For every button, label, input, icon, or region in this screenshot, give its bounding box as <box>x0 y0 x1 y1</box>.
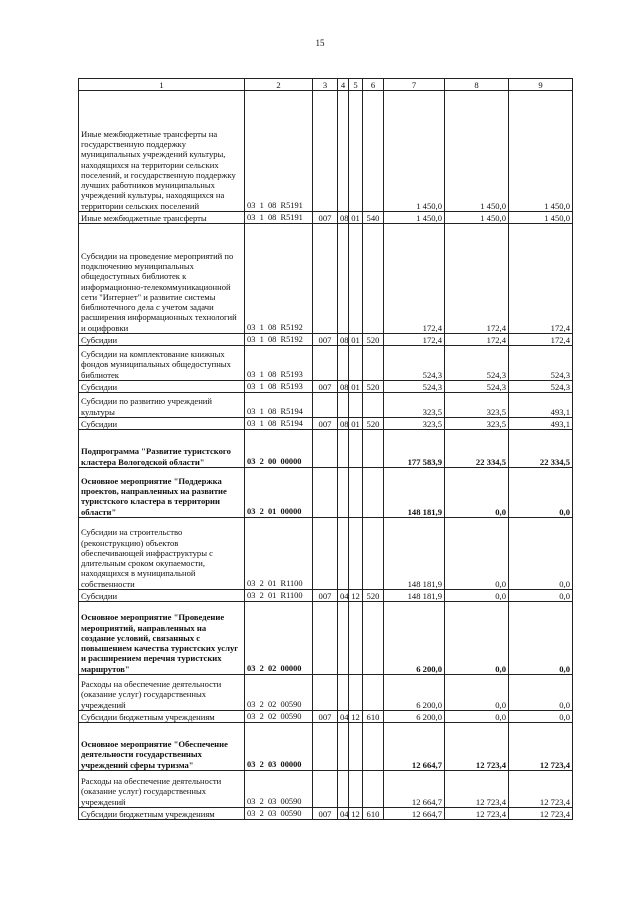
table-row <box>79 393 573 418</box>
row-code: 03 2 00 00000 <box>245 430 313 468</box>
row-kosgu <box>363 91 384 212</box>
row-value-col9: 12 723,4 <box>509 808 573 820</box>
col-header-8: 8 <box>445 79 509 91</box>
row-value-col7: 6 200,0 <box>384 602 445 675</box>
row-vr <box>313 346 338 381</box>
row-rz <box>338 393 349 418</box>
row-name: Субсидии на проведение мероприятий по подключению муниципальных общедоступных библиотек к информационно-телекоммуникационной сети "Интернет" и развитие системы библиотечного дела с учетом задачи расширения информационных технологий и оцифровки <box>79 224 245 334</box>
row-kosgu <box>363 723 384 771</box>
row-value-col9: 0,0 <box>509 590 573 602</box>
col-header-1: 1 <box>79 79 245 91</box>
row-pr <box>349 346 363 381</box>
row-value-col9: 524,3 <box>509 346 573 381</box>
row-rz: 04 <box>338 808 349 820</box>
row-name: Субсидии бюджетным учреждениям <box>79 808 245 820</box>
row-kosgu <box>363 346 384 381</box>
row-name: Субсидии по развитию учреждений культуры <box>79 393 245 418</box>
row-kosgu: 520 <box>363 418 384 430</box>
col-header-5: 5 <box>349 79 363 91</box>
row-kosgu: 610 <box>363 808 384 820</box>
row-kosgu: 540 <box>363 212 384 224</box>
row-value-col9: 0,0 <box>509 711 573 723</box>
table-row <box>79 808 573 820</box>
row-name: Основное мероприятие "Поддержка проектов, направленных на развитие туристского кластера в территории области" <box>79 468 245 518</box>
row-vr <box>313 91 338 212</box>
row-kosgu: 520 <box>363 334 384 346</box>
row-code: 03 1 08 R5192 <box>245 224 313 334</box>
row-value-col9: 22 334,5 <box>509 430 573 468</box>
row-value-col7: 12 664,7 <box>384 808 445 820</box>
row-name: Иные межбюджетные трансферты <box>79 212 245 224</box>
row-value-col7: 6 200,0 <box>384 711 445 723</box>
row-code: 03 1 08 R5194 <box>245 418 313 430</box>
row-value-col9: 0,0 <box>509 468 573 518</box>
row-name: Субсидии <box>79 334 245 346</box>
row-vr: 007 <box>313 334 338 346</box>
row-vr <box>313 675 338 711</box>
row-kosgu <box>363 393 384 418</box>
row-vr <box>313 393 338 418</box>
row-value-col8: 1 450,0 <box>445 91 509 212</box>
row-rz <box>338 91 349 212</box>
row-value-col9: 0,0 <box>509 675 573 711</box>
row-vr: 007 <box>313 808 338 820</box>
row-value-col7: 524,3 <box>384 381 445 393</box>
row-name: Субсидии <box>79 418 245 430</box>
row-pr: 01 <box>349 212 363 224</box>
row-code: 03 1 08 R5193 <box>245 346 313 381</box>
page-number: 15 <box>315 38 325 48</box>
row-name: Расходы на обеспечение деятельности (оказание услуг) государственных учреждений <box>79 675 245 711</box>
row-name: Субсидии на комплектование книжных фондов муниципальных общедоступных библиотек <box>79 346 245 381</box>
row-value-col9: 172,4 <box>509 334 573 346</box>
row-value-col7: 524,3 <box>384 346 445 381</box>
table-row <box>79 771 573 808</box>
row-value-col9: 12 723,4 <box>509 723 573 771</box>
row-value-col9: 493,1 <box>509 393 573 418</box>
row-pr <box>349 602 363 675</box>
row-value-col9: 12 723,4 <box>509 771 573 808</box>
row-value-col8: 323,5 <box>445 418 509 430</box>
row-value-col8: 0,0 <box>445 518 509 590</box>
row-pr <box>349 430 363 468</box>
row-rz <box>338 602 349 675</box>
row-kosgu: 610 <box>363 711 384 723</box>
row-rz: 08 <box>338 334 349 346</box>
row-vr: 007 <box>313 711 338 723</box>
row-value-col7: 12 664,7 <box>384 723 445 771</box>
row-vr <box>313 224 338 334</box>
table-row <box>79 346 573 381</box>
row-vr <box>313 518 338 590</box>
row-value-col7: 172,4 <box>384 334 445 346</box>
row-rz <box>338 675 349 711</box>
row-code: 03 2 02 00590 <box>245 675 313 711</box>
col-header-7: 7 <box>384 79 445 91</box>
row-value-col7: 323,5 <box>384 418 445 430</box>
row-value-col7: 1 450,0 <box>384 91 445 212</box>
row-vr: 007 <box>313 212 338 224</box>
row-code: 03 1 08 R5193 <box>245 381 313 393</box>
row-value-col8: 0,0 <box>445 602 509 675</box>
row-kosgu <box>363 468 384 518</box>
row-value-col8: 323,5 <box>445 393 509 418</box>
row-code: 03 2 03 00590 <box>245 771 313 808</box>
row-value-col7: 323,5 <box>384 393 445 418</box>
table-body <box>79 91 573 820</box>
row-pr: 01 <box>349 381 363 393</box>
row-value-col9: 1 450,0 <box>509 91 573 212</box>
row-kosgu <box>363 518 384 590</box>
row-pr: 12 <box>349 590 363 602</box>
row-rz <box>338 723 349 771</box>
row-pr: 01 <box>349 418 363 430</box>
table-row <box>79 91 573 212</box>
row-vr <box>313 430 338 468</box>
row-rz <box>338 430 349 468</box>
row-name: Субсидии бюджетным учреждениям <box>79 711 245 723</box>
row-name: Субсидии <box>79 381 245 393</box>
table-row <box>79 675 573 711</box>
row-rz <box>338 346 349 381</box>
row-value-col7: 6 200,0 <box>384 675 445 711</box>
row-vr <box>313 602 338 675</box>
row-code: 03 2 02 00590 <box>245 711 313 723</box>
row-name: Основное мероприятие "Обеспечение деятельности государственных учреждений сферы туризма" <box>79 723 245 771</box>
row-code: 03 1 08 R5192 <box>245 334 313 346</box>
row-rz: 04 <box>338 590 349 602</box>
row-code: 03 2 01 R1100 <box>245 518 313 590</box>
row-value-col7: 177 583,9 <box>384 430 445 468</box>
row-pr: 12 <box>349 808 363 820</box>
table-row <box>79 468 573 518</box>
table-row <box>79 602 573 675</box>
row-name: Основное мероприятие "Проведение мероприятий, направленных на создание условий, связанных с повышением качества туристских услуг и расширением перечня туристских маршрутов" <box>79 602 245 675</box>
column-number-row <box>79 79 573 91</box>
row-vr <box>313 723 338 771</box>
row-pr: 12 <box>349 711 363 723</box>
row-name: Субсидии <box>79 590 245 602</box>
row-name: Субсидии на строительство (реконструкцию) объектов обеспечивающей инфраструктуры с длительным сроком окупаемости, находящихся в муниципальной собственности <box>79 518 245 590</box>
row-value-col9: 524,3 <box>509 381 573 393</box>
row-code: 03 1 08 R5191 <box>245 212 313 224</box>
row-rz: 04 <box>338 711 349 723</box>
row-kosgu <box>363 675 384 711</box>
col-header-2: 2 <box>245 79 313 91</box>
row-name: Расходы на обеспечение деятельности (оказание услуг) государственных учреждений <box>79 771 245 808</box>
table-row <box>79 590 573 602</box>
row-value-col8: 524,3 <box>445 381 509 393</box>
row-value-col7: 1 450,0 <box>384 212 445 224</box>
row-vr: 007 <box>313 418 338 430</box>
row-pr <box>349 224 363 334</box>
row-value-col9: 493,1 <box>509 418 573 430</box>
row-kosgu <box>363 224 384 334</box>
col-header-6: 6 <box>363 79 384 91</box>
row-value-col8: 172,4 <box>445 224 509 334</box>
row-pr <box>349 518 363 590</box>
row-kosgu: 520 <box>363 381 384 393</box>
table-row <box>79 418 573 430</box>
row-value-col7: 148 181,9 <box>384 518 445 590</box>
row-name: Подпрограмма "Развитие туристского кластера Вологодской области" <box>79 430 245 468</box>
row-name: Иные межбюджетные трансферты на государственную поддержку муниципальных учреждений культуры, находящихся на территории сельских поселений, и государственную поддержку лучших работников муниципальных учреждений культуры, находящихся на территории сельских поселений <box>79 91 245 212</box>
table-row <box>79 212 573 224</box>
row-pr: 01 <box>349 334 363 346</box>
row-vr <box>313 771 338 808</box>
row-vr: 007 <box>313 381 338 393</box>
row-value-col8: 0,0 <box>445 590 509 602</box>
row-kosgu <box>363 602 384 675</box>
row-value-col8: 12 723,4 <box>445 723 509 771</box>
row-value-col8: 12 723,4 <box>445 808 509 820</box>
row-code: 03 2 03 00590 <box>245 808 313 820</box>
table-row <box>79 381 573 393</box>
table-row <box>79 518 573 590</box>
row-code: 03 1 08 R5191 <box>245 91 313 212</box>
row-value-col7: 148 181,9 <box>384 590 445 602</box>
row-pr <box>349 91 363 212</box>
row-vr: 007 <box>313 590 338 602</box>
row-kosgu <box>363 771 384 808</box>
row-value-col8: 524,3 <box>445 346 509 381</box>
row-value-col8: 172,4 <box>445 334 509 346</box>
col-header-3: 3 <box>313 79 338 91</box>
row-value-col8: 1 450,0 <box>445 212 509 224</box>
row-value-col7: 148 181,9 <box>384 468 445 518</box>
row-rz: 08 <box>338 418 349 430</box>
row-value-col8: 0,0 <box>445 711 509 723</box>
table-row <box>79 334 573 346</box>
budget-table <box>78 78 573 820</box>
row-rz <box>338 224 349 334</box>
row-code: 03 2 01 00000 <box>245 468 313 518</box>
row-kosgu: 520 <box>363 590 384 602</box>
row-value-col9: 172,4 <box>509 224 573 334</box>
row-pr <box>349 393 363 418</box>
row-rz <box>338 518 349 590</box>
row-value-col9: 0,0 <box>509 518 573 590</box>
row-value-col7: 172,4 <box>384 224 445 334</box>
row-pr <box>349 723 363 771</box>
row-value-col7: 12 664,7 <box>384 771 445 808</box>
row-rz: 08 <box>338 212 349 224</box>
row-rz <box>338 771 349 808</box>
row-value-col8: 0,0 <box>445 468 509 518</box>
row-vr <box>313 468 338 518</box>
table-row <box>79 430 573 468</box>
row-value-col9: 0,0 <box>509 602 573 675</box>
row-pr <box>349 675 363 711</box>
col-header-9: 9 <box>509 79 573 91</box>
table-row <box>79 711 573 723</box>
row-code: 03 2 03 00000 <box>245 723 313 771</box>
row-rz <box>338 468 349 518</box>
row-kosgu <box>363 430 384 468</box>
row-code: 03 1 08 R5194 <box>245 393 313 418</box>
row-code: 03 2 02 00000 <box>245 602 313 675</box>
row-value-col8: 12 723,4 <box>445 771 509 808</box>
row-pr <box>349 468 363 518</box>
table-row <box>79 224 573 334</box>
col-header-4: 4 <box>338 79 349 91</box>
table-row <box>79 723 573 771</box>
row-value-col9: 1 450,0 <box>509 212 573 224</box>
row-rz: 08 <box>338 381 349 393</box>
row-code: 03 2 01 R1100 <box>245 590 313 602</box>
row-pr <box>349 771 363 808</box>
row-value-col8: 0,0 <box>445 675 509 711</box>
row-value-col8: 22 334,5 <box>445 430 509 468</box>
